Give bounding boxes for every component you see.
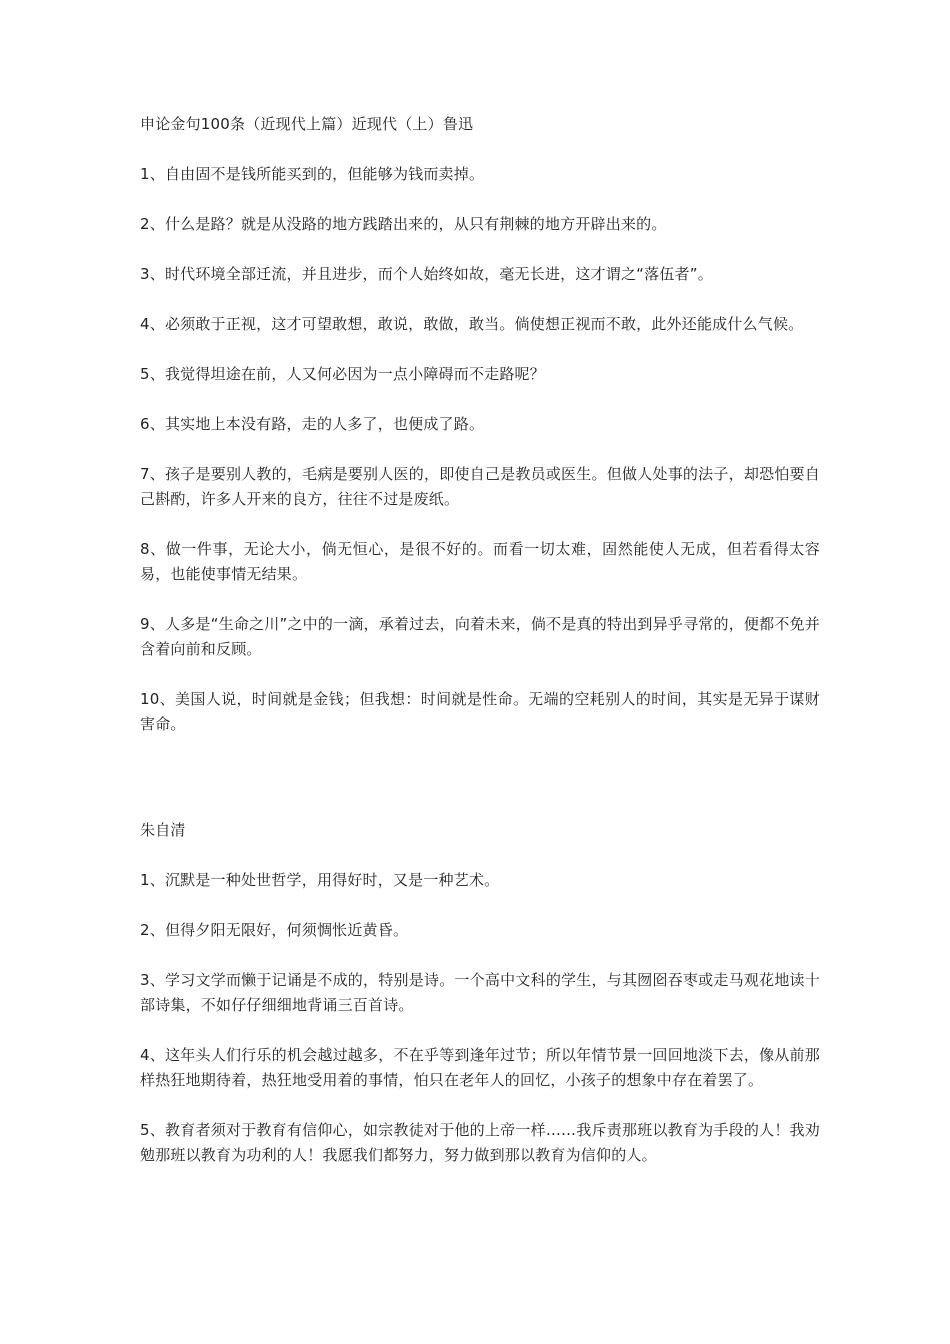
quote-zhuziqing-3: 3、学习文学而懒于记诵是不成的，特别是诗。一个高中文科的学生，与其囫囵吞枣或走马观花地读十部诗集，不如仔仔细细地背诵三百首诗。: [140, 971, 820, 1014]
quote-luxun-5: 5、我觉得坦途在前，人又何必因为一点小障碍而不走路呢？: [140, 365, 545, 383]
quote-luxun-3: 3、时代环境全部迁流，并且进步，而个人始终如故，毫无长进，这才谓之“落伍者”。: [140, 265, 713, 283]
section-spacer: [140, 762, 820, 818]
document-body: [140, 112, 820, 1193]
quote-luxun-1: 1、自由固不是钱所能买到的，但能够为钱而卖掉。: [140, 165, 485, 183]
quote-luxun-6: 6、其实地上本没有路，走的人多了，也便成了路。: [140, 415, 485, 433]
quote-luxun-10: 10、美国人说，时间就是金钱；但我想：时间就是性命。无端的空耗别人的时间，其实是无异于谋财害命。: [140, 690, 820, 733]
quote-luxun-9: 9、人多是“生命之川”之中的一滴，承着过去，向着未来，倘不是真的特出到异乎寻常的，便都不免并含着向前和反顾。: [140, 615, 820, 658]
quote-zhuziqing-1: 1、沉默是一种处世哲学，用得好时，又是一种艺术。: [140, 871, 500, 889]
quote-luxun-4: 4、必须敢于正视，这才可望敢想，敢说，敢做，敢当。倘使想正视而不敢，此外还能成什么气候。: [140, 315, 804, 333]
quote-zhuziqing-2: 2、但得夕阳无限好，何须惆怅近黄昏。: [140, 921, 409, 939]
quote-zhuziqing-5: 5、教育者须对于教育有信仰心，如宗教徒对于他的上帝一样……我斥责那班以教育为手段的人！我劝勉那班以教育为功利的人！我愿我们都努力，努力做到那以教育为信仰的人。: [140, 1121, 820, 1164]
quote-luxun-8: 8、做一件事，无论大小，倘无恒心，是很不好的。而看一切太难，固然能使人无成，但若看得太容易，也能使事情无结果。: [140, 540, 820, 583]
quote-luxun-2: 2、什么是路？就是从没路的地方践踏出来的，从只有荆棘的地方开辟出来的。: [140, 215, 667, 233]
quote-luxun-7: 7、孩子是要别人教的，毛病是要别人医的，即使自己是教员或医生。但做人处事的法子，却恐怕要自己斟酌，许多人开来的良方，往往不过是废纸。: [140, 465, 820, 508]
quote-zhuziqing-4: 4、这年头人们行乐的机会越过越多，不在乎等到逢年过节；所以年情节景一回回地淡下去，像从前那样热狂地期待着，热狂地受用着的事情，怕只在老年人的回忆，小孩子的想象中存在着罢了。: [140, 1046, 820, 1089]
section-heading-zhuziqing: 朱自清: [140, 821, 186, 839]
document-title: 申论金句100条（近现代上篇）近现代（上）鲁迅: [140, 115, 474, 133]
